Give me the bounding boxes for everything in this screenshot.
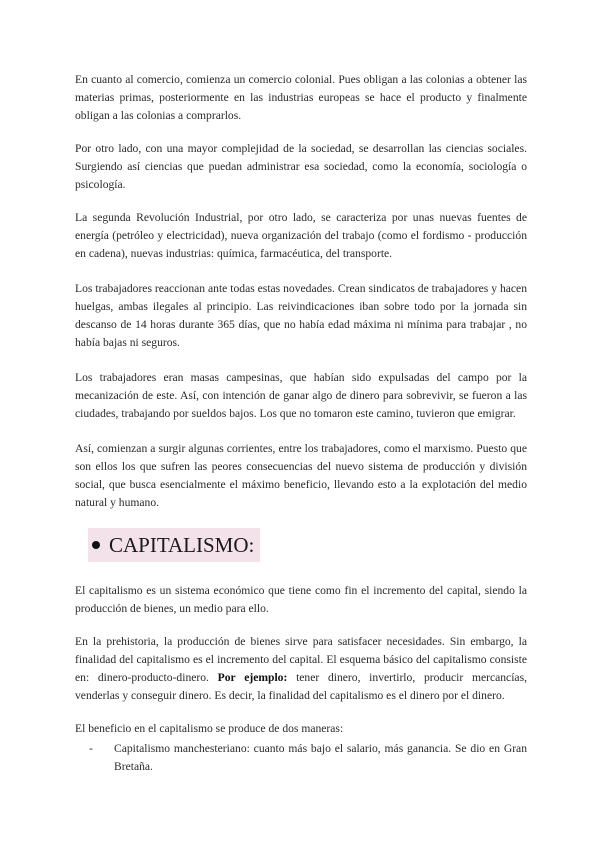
- bullet-icon: [92, 541, 100, 549]
- section-heading-text: CAPITALISMO:: [109, 533, 255, 557]
- paragraph-colonial-commerce: En cuanto al comercio, comienza un comercio colonial. Pues obligan a las colonias a obtener las materias primas, posteriormente en las industrias europeas se hace el producto y finalmente obligan a las colonias a comprarlos.: [75, 73, 527, 122]
- paragraph-capitalism-definition: El capitalismo es un sistema económico que tiene como fin el incremento del capital, siendo la producción de bienes, un medio para ello.: [75, 584, 527, 615]
- scheme-text-before: En la prehistoria, la producción de bienes sirve para satisfacer necesidades. Sin embargo, la finalidad del capitalismo es el incremento del capital. El esquema básico del capitalismo consiste en: dinero-producto-dinero.: [75, 635, 527, 684]
- scheme-text-after: tener dinero, invertirlo, producir mercancías, venderlas y conseguir dinero. Es decir, la finalidad del capitalismo es el dinero por el dinero.: [75, 671, 527, 702]
- paragraph-capitalism-scheme: [75, 633, 527, 705]
- list-item: [75, 740, 527, 776]
- section-heading: [88, 528, 527, 562]
- paragraph-workers-reaction: Los trabajadores reaccionan ante todas estas novedades. Crean sindicatos de trabajadores y hacen huelgas, ambas ilegales al principio. Las reivindicaciones iban sobre todo por la jornada sin descanso de 14 horas durante 365 días, que no había edad máxima ni mínima para trabajar , no había bajas ni seguros.: [75, 282, 527, 349]
- paragraph-second-industrial-revolution: La segunda Revolución Industrial, por otro lado, se caracteriza por unas nuevas fuentes de energía (petróleo y electricidad), nueva organización del trabajo (como el fordismo - producción en cadena), nuevas industrias: química, farmacéutica, del transporte.: [75, 211, 527, 260]
- paragraph-profit-ways: El beneficio en el capitalismo se produce de dos maneras:: [75, 722, 344, 735]
- paragraph-marxism: Así, comienzan a surgir algunas corrientes, entre los trabajadores, como el marxismo. Puesto que son ellos los que sufren las peores consecuencias del nuevo sistema de producción y división social, que busca esencialmente el máximo beneficio, llevando esto a la explotación del medio natural y humano.: [75, 442, 527, 509]
- section-heading-highlight: [88, 528, 260, 562]
- list-item-text: Capitalismo manchesteriano: cuanto más bajo el salario, más ganancia. Se dio en Gran Bretaña.: [114, 742, 527, 773]
- paragraph-peasant-masses: Los trabajadores eran masas campesinas, que habían sido expulsadas del campo por la mecanización de este. Así, con intención de ganar algo de dinero para sobrevivir, se fueron a las ciudades, trabajando por sueldos bajos. Los que no tomaron este camino, tuvieron que emigrar.: [75, 371, 527, 420]
- paragraph-social-sciences: Por otro lado, con una mayor complejidad de la sociedad, se desarrollan las ciencias sociales. Surgiendo así ciencias que puedan administrar esa sociedad, como la economía, sociología o psicología.: [75, 142, 527, 191]
- capitalism-types-list: [75, 740, 527, 776]
- example-label: Por ejemplo:: [217, 671, 288, 684]
- list-dash-marker: -: [89, 742, 93, 755]
